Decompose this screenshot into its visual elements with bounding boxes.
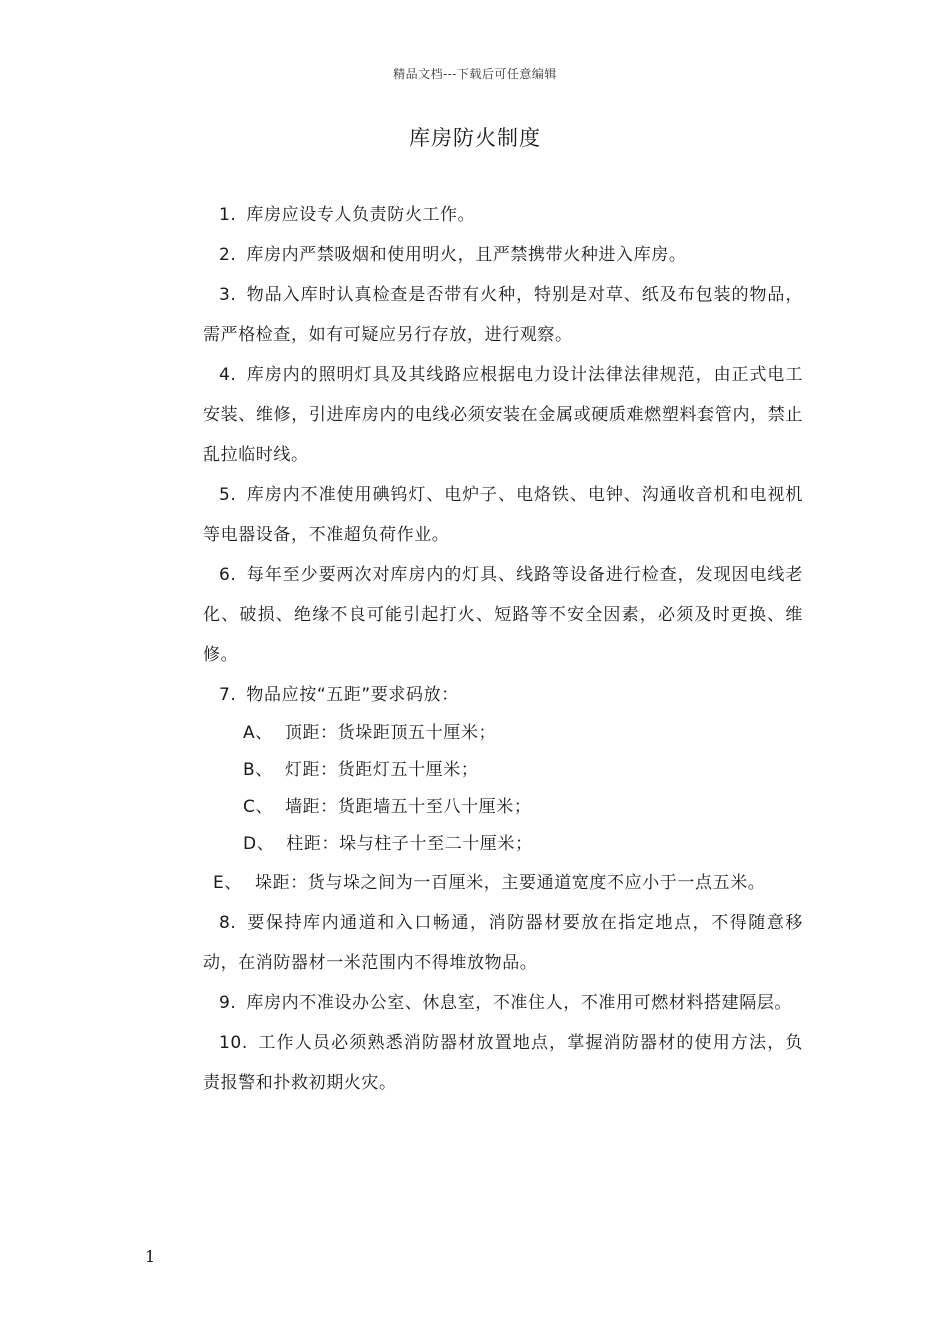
sub-list-item: E、 垛距：货与垛之间为一百厘米，主要通道宽度不应小于一点五米。 xyxy=(213,873,766,893)
list-item xyxy=(203,275,803,355)
list-item xyxy=(203,1023,803,1103)
page-number: 1 xyxy=(145,1247,156,1266)
sub-item-letter: C、 xyxy=(243,797,274,817)
header-note: 精品文档---下载后可任意编辑 xyxy=(393,67,557,81)
item-text: 物品入库时认真检查是否带有火种，特别是对草、纸及布包装的物品，需严格检查，如有可疑应另行存放，进行观察。 xyxy=(203,285,803,345)
item-text: 库房应设专人负责防火工作。 xyxy=(246,205,476,225)
sub-list-item xyxy=(203,752,803,789)
item-text: 要保持库内通道和入口畅通，消防器材要放在指定地点，不得随意移动，在消防器材一米范围内不得堆放物品。 xyxy=(203,913,803,973)
item-text: 库房内的照明灯具及其线路应根据电力设计法律法律规范，由正式电工安装、维修，引进库房内的电线必须安装在金属或硬质难燃塑料套管内，禁止乱拉临时线。 xyxy=(203,365,803,465)
list-item xyxy=(203,983,803,1023)
item-text: 库房内不准设办公室、休息室，不准住人，不准用可燃材料搭建隔层。 xyxy=(246,993,793,1013)
item-number: 4. xyxy=(219,365,237,385)
item-number: 3. xyxy=(219,285,237,305)
sub-list-item xyxy=(203,826,803,863)
sub-item-text: 顶距：货垛距顶五十厘米； xyxy=(284,723,497,743)
item-text: 工作人员必须熟悉消防器材放置地点，掌握消防器材的使用方法，负责报警和扑救初期火灾。 xyxy=(203,1033,803,1093)
sub-item-letter: A、 xyxy=(243,723,273,743)
item-number: 6. xyxy=(219,565,237,585)
sub-item-text: 垛距：货与垛之间为一百厘米，主要通道宽度不应小于一点五米。 xyxy=(255,873,766,893)
list-item xyxy=(203,475,803,555)
list-item xyxy=(203,903,803,983)
sub-list-item xyxy=(203,789,803,826)
sub-item-text: 柱距：垛与柱子十至二十厘米； xyxy=(286,834,533,854)
document-title: 库房防火制度 xyxy=(409,126,541,150)
document-body xyxy=(203,195,803,1103)
item-text: 库房内严禁吸烟和使用明火，且严禁携带火种进入库房。 xyxy=(246,245,687,265)
sub-item-letter: D、 xyxy=(243,834,275,854)
list-item xyxy=(203,235,803,275)
item-number: 2. xyxy=(219,245,237,265)
item-number: 9. xyxy=(219,993,237,1013)
item-number: 7. xyxy=(219,685,237,705)
list-item xyxy=(203,355,803,475)
item-text: 每年至少要两次对库房内的灯具、线路等设备进行检查，发现因电线老化、破损、绝缘不良可能引起打火、短路等不安全因素，必须及时更换、维修。 xyxy=(203,565,803,665)
item-number: 8. xyxy=(219,913,237,933)
item-number: 5. xyxy=(219,485,237,505)
list-item xyxy=(203,555,803,675)
sub-item-letter: B、 xyxy=(243,760,273,780)
sub-list-item xyxy=(203,715,803,752)
list-item xyxy=(203,195,803,235)
sub-item-text: 灯距：货距灯五十厘米； xyxy=(284,760,479,780)
item-number: 10. xyxy=(219,1033,248,1053)
list-item xyxy=(203,675,803,715)
item-text: 库房内不准使用碘钨灯、电炉子、电烙铁、电钟、沟通收音机和电视机等电器设备，不准超负荷作业。 xyxy=(203,485,803,545)
item-number: 1. xyxy=(219,205,237,225)
sub-item-text: 墙距：货距墙五十至八十厘米； xyxy=(285,797,532,817)
item-text: 物品应按“五距”要求码放： xyxy=(246,685,459,705)
